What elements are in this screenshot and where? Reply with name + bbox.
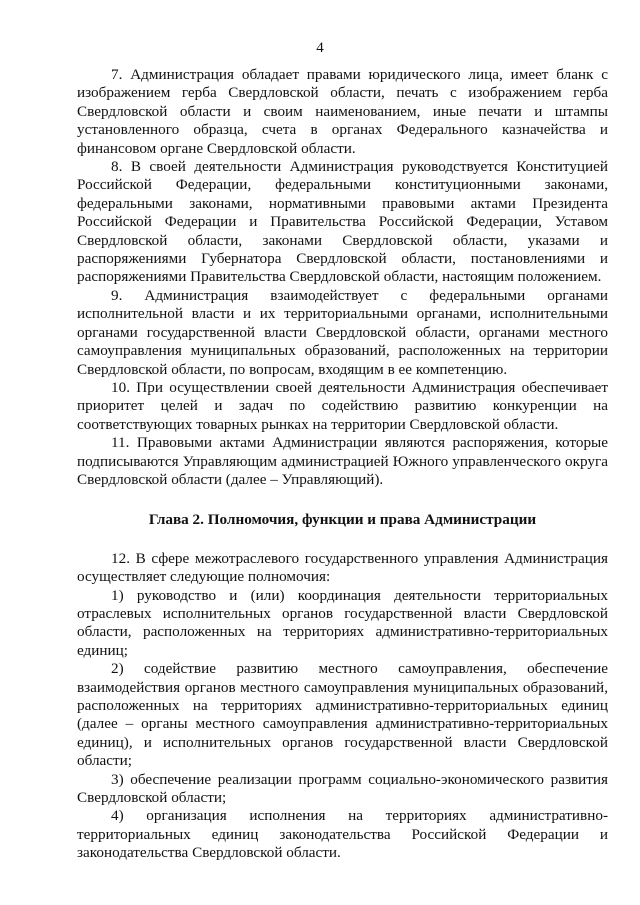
paragraph-8: 8. В своей деятельности Администрация руководствуется Конституцией Российской Федерации, федеральными конституционными законами, федеральными законами, нормативными правовыми актами Президента Российской Федерации и Правительства Российской Федерации, Уставом Свердловской области, законами Свердловской области, указами и распоряжениями Губернатора Свердловской области, постановлениями и распоряжениями Правительства Свердловской области, настоящим положением.	[77, 158, 608, 286]
paragraph-9: 9. Администрация взаимодействует с федеральными органами исполнительной власти и их территориальными органами, исполнительными органами государственной власти Свердловской области, органами местного самоуправления муниципальных образований, расположенных на территории Свердловской области, по вопросам, входящим в ее компетенцию.	[77, 286, 608, 378]
list-item-2: 2) содействие развитию местного самоуправления, обеспечение взаимодействия органов местного самоуправления муниципальных образований, расположенных на территориях административно-территориальных единиц (далее – органы местного самоуправления административно-территориальных единиц), и исполнительных органов государственной власти Свердловской области;	[77, 660, 608, 770]
list-item-3: 3) обеспечение реализации программ социально-экономического развития Свердловской области;	[77, 770, 608, 807]
list-item-4: 4) организация исполнения на территориях административно-территориальных единиц законодательства Российской Федерации и законодательства Свердловской области.	[77, 807, 608, 862]
chapter-heading: Глава 2. Полномочия, функции и права Администрации	[148, 511, 537, 529]
page-number: 4	[316, 40, 324, 56]
list-item-1: 1) руководство и (или) координация деятельности территориальных отраслевых исполнительных органов государственной власти Свердловской области, расположенных на территориях административно-территориальных единиц;	[77, 586, 608, 659]
document-body	[77, 66, 608, 863]
paragraph-7: 7. Администрация обладает правами юридического лица, имеет бланк с изображением герба Свердловской области, печать с изображением герба Свердловской области и своим наименованием, иные печати и штампы установленного образца, счета в органах Федерального казначейства и финансовом органе Свердловской области.	[77, 66, 608, 157]
paragraph-10: 10. При осуществлении своей деятельности Администрация обеспечивает приоритет целей и задач по содействию развитию конкуренции на соответствующих товарных рынках на территории Свердловской области.	[77, 378, 608, 433]
paragraph-12: 12. В сфере межотраслевого государственного управления Администрация осуществляет следующие полномочия:	[77, 549, 608, 586]
paragraph-11: 11. Правовыми актами Администрации являются распоряжения, которые подписываются Управляющим администрацией Южного управленческого округа Свердловской области (далее – Управляющий).	[77, 434, 608, 488]
